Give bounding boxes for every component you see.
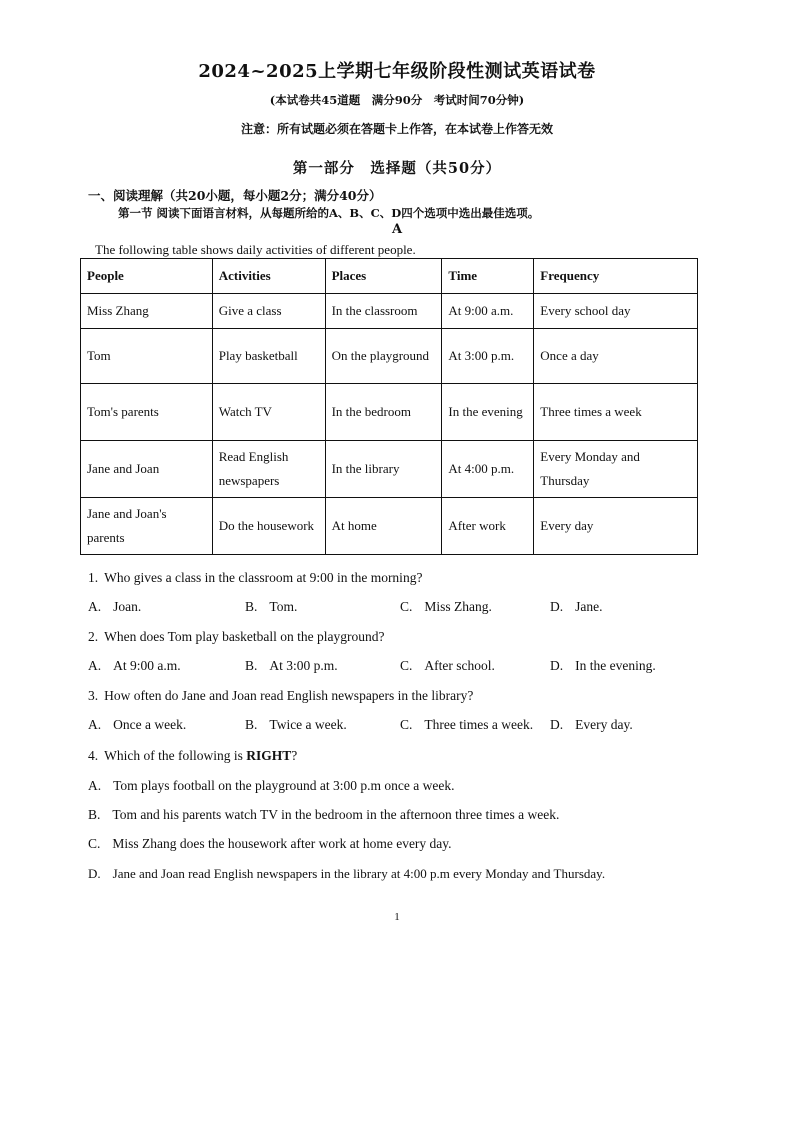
option-a[interactable]: A. Joan. [88, 599, 142, 614]
option-d[interactable]: D. Jane and Joan read English newspapers in the library at 4:00 p.m every Monday and Thursday. [88, 866, 606, 881]
table-header-cell: Activities [212, 259, 325, 294]
question-number: 2. [88, 629, 99, 644]
exam-title: 2024~2025上学期七年级阶段性测试英语试卷 [198, 61, 596, 82]
question-text: When does Tom play basketball on the playground? [104, 629, 385, 644]
table-cell: Three times a week [534, 384, 698, 441]
option-c[interactable]: C. Miss Zhang. [400, 599, 492, 614]
question-number: 4. [88, 748, 99, 763]
option-b[interactable]: B. At 3:00 p.m. [245, 658, 338, 673]
question-emphasis: RIGHT [246, 748, 292, 763]
question-number: 3. [88, 688, 99, 703]
table-cell: Read English newspapers [212, 441, 325, 498]
table-cell: On the playground [325, 329, 442, 384]
table-cell: Play basketball [212, 329, 325, 384]
table-cell: Watch TV [212, 384, 325, 441]
section-title: 一、阅读理解（共20小题，每小题2分；满分40分） [88, 188, 382, 203]
option-b[interactable]: B. Tom and his parents watch TV in the bedroom in the afternoon three times a week. [88, 807, 560, 822]
table-cell: Jane and Joan [81, 441, 213, 498]
question-2 [88, 629, 385, 645]
option-a[interactable]: A. Once a week. [88, 717, 187, 732]
question-1 [88, 570, 422, 586]
table-row [81, 498, 698, 555]
passage-intro: The following table shows daily activities of different people. [95, 242, 416, 257]
table-header-row [81, 259, 698, 294]
option-c[interactable]: C. Miss Zhang does the housework after work at home every day. [88, 836, 452, 851]
option-b[interactable]: B. Tom. [245, 599, 298, 614]
activities-table [80, 258, 698, 555]
table-cell: Give a class [212, 294, 325, 329]
table-cell: Every day [534, 498, 698, 555]
question-text: Which of the following is [104, 748, 247, 763]
table-cell: Every Monday and Thursday [534, 441, 698, 498]
exam-subtitle: (本试卷共45道题 满分90分 考试时间70分钟) [269, 93, 525, 107]
table-cell: At 9:00 a.m. [442, 294, 534, 329]
table-cell: In the classroom [325, 294, 442, 329]
table-cell: In the bedroom [325, 384, 442, 441]
option-b[interactable]: B. Twice a week. [245, 717, 347, 732]
table-cell: Do the housework [212, 498, 325, 555]
question-text: How often do Jane and Joan read English newspapers in the library? [104, 688, 474, 703]
table-cell: Jane and Joan's parents [81, 498, 213, 555]
table-header-cell: People [81, 259, 213, 294]
table-cell: At home [325, 498, 442, 555]
table-header-cell: Places [325, 259, 442, 294]
table-cell: Every school day [534, 294, 698, 329]
option-d[interactable]: D. Every day. [550, 717, 633, 732]
table-row [81, 329, 698, 384]
table-cell: In the library [325, 441, 442, 498]
question-text: Who gives a class in the classroom at 9:00 in the morning? [104, 570, 423, 585]
table-cell: Tom's parents [81, 384, 213, 441]
option-a[interactable]: A. Tom plays football on the playground at 3:00 p.m once a week. [88, 778, 455, 793]
table-row [81, 294, 698, 329]
question-number: 1. [88, 570, 99, 585]
page-number: 1 [394, 911, 400, 923]
option-c[interactable]: C. Three times a week. [400, 717, 534, 732]
table-header-cell: Time [442, 259, 534, 294]
table-cell: After work [442, 498, 534, 555]
table-cell: Miss Zhang [81, 294, 213, 329]
question-4: 4. Which of the following is RIGHT? [88, 748, 298, 763]
table-row [81, 384, 698, 441]
table-row [81, 441, 698, 498]
part-title: 第一部分 选择题（共50分） [292, 160, 502, 177]
question-3 [88, 688, 473, 704]
section-instruction: 第一节 阅读下面语言材料，从每题所给的A、B、C、D四个选项中选出最佳选项。 [118, 206, 540, 220]
option-a[interactable]: A. At 9:00 a.m. [88, 658, 181, 673]
table-cell: In the evening [442, 384, 534, 441]
table-cell: At 3:00 p.m. [442, 329, 534, 384]
option-c[interactable]: C. After school. [400, 658, 495, 673]
table-cell: At 4:00 p.m. [442, 441, 534, 498]
passage-letter: A [391, 222, 403, 237]
table-cell: Once a day [534, 329, 698, 384]
table-header-cell: Frequency [534, 259, 698, 294]
option-d[interactable]: D. Jane. [550, 599, 603, 614]
option-d[interactable]: D. In the evening. [550, 658, 656, 673]
table-cell: Tom [81, 329, 213, 384]
exam-notice: 注意：所有试题必须在答题卡上作答，在本试卷上作答无效 [240, 122, 553, 136]
